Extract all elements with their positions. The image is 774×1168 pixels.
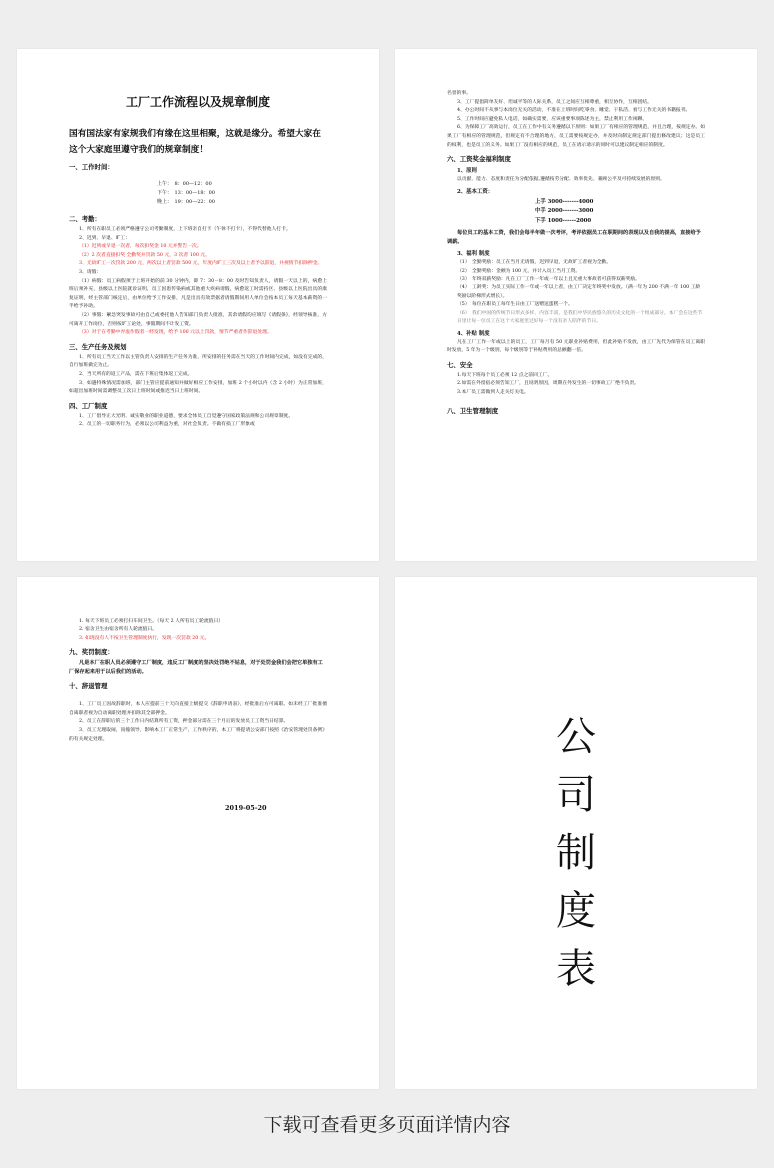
list-item: （1） 全勤奖励：员工在当月无请假，迟到早退，无故旷工者视为全勤。	[457, 260, 612, 266]
list-item: 1.每天下班每个员工必须 12 点之前回工厂。	[457, 372, 553, 378]
section-heading: 七、安全	[447, 360, 473, 369]
list-item: （3） 年终双薪奖励：凡在工厂工作一年或一年以上且无重大事故者可获得双薪奖励。	[457, 277, 640, 283]
paragraph: 6、为保障工厂高效运行，员工在工作中有义务遵循以下原则：如果工厂有相应的管理规范，并且合理，按规定办。如果工厂有相应的管理规范，但规定有不合理的地方，员工需要按规定办，并及时向制定规定部门提出修改建议；这是员工的权利，也是员工的义务。如果工厂没有相应的规范，员工在请示请示的同时可以建议制定相应的制度。	[447, 125, 705, 148]
work-time-item: 晚上： 19：00—22：00	[157, 199, 215, 205]
paragraph: 3、员工无理取闹，顶撞领导，影响本工厂正常生产、工作秩序的，本工厂将提请公安部门按照《治安管理处罚条例》的有关规定处理。	[69, 728, 327, 742]
paragraph: 3、请假：	[79, 269, 102, 275]
cover-page	[395, 577, 757, 1089]
paragraph: （1）病假：员工病假须于上班开始的前 30 分钟内，即 7：30－8：00 及时告知负责人，请假一天以上的，病愈上班后须补充，县级以上医院就诊证明，员工因患传染病或其他重大疾病请假，病愈返工时需持区、县级以上医院出具的康复证明，经主管部门核定后，由单位给予工作安排，凡是出具有效票据者请假期间用人单位会按本员工每天基本薪资的一半给予补助。	[69, 278, 327, 310]
work-time-item: 上午： 8：00—12：00	[157, 181, 212, 187]
cover-title-vertical	[395, 708, 757, 998]
cover-title-char: 度	[556, 888, 596, 934]
list-item: 3.本厂员工需做到人走关灯关电。	[457, 389, 529, 395]
paragraph: 3、如遇特殊情况需加班，部门主管应提前通知并做好相应工作安排，加班 2 个小时以内（含 2 小时）为正常加班，如超出加班时间需调整员工次日上班时间或推迟当日上班时间。	[69, 380, 327, 395]
paragraph: 4、办公时间不从事与本岗位无关的活动，不准在上班时间吃零食、睡觉、干私活、看与工作无关的书籍报刊。	[457, 108, 691, 114]
subsection-heading: 4、补贴 制度	[457, 330, 490, 337]
list-item: （5） 每位在职员工每年生日由工厂送赠送蛋糕一个。	[457, 302, 573, 308]
paragraph: （2）事假：紧急突发事故可由自己或委托他人告知部门负责人批准，其余请假均应填写《请假条》，经领导核准，方可离开工作岗位，否则按旷工论处，事假期间不计发工资。	[69, 312, 327, 327]
wage-item: 中手 2000-------3000	[535, 208, 594, 215]
paragraph: 5、工作时间应避免私人电话，如确实需要，应该重要事项陈述为主，禁止利用工作闲聊。	[457, 116, 648, 122]
document-page-3	[17, 577, 379, 1089]
document-title: 工厂工作流程以及规章制度	[125, 95, 270, 109]
section-heading: 八、卫生管理制度	[447, 406, 499, 415]
paragraph: 2、当天所有的返工产品，需在下班后集体返工完成。	[79, 371, 193, 377]
subsection-heading: 3、福利 制度	[457, 251, 490, 258]
paragraph-highlight: （1）迟到或早退一次者，每次扣奖金 10 元并警告一次。	[79, 244, 202, 250]
document-page-2	[395, 49, 757, 561]
paragraph: 2、员工的一切职务行为，必须以公司利益为重，对社会负责。不做有损工厂形象或	[79, 422, 255, 428]
list-item: （2） 全勤奖励：金额为 100 元，并计入员工当月工资。	[457, 268, 581, 274]
paragraph-highlight: （3）对于在考勤中弄虚作假者一经发现，给予 100 元以上罚款，情节严重者作辞退处理。	[79, 330, 272, 336]
list-item: （6） 我们中国的传统节日形式多样，内容丰富，是我们中华民族悠久的历史文化的一个组成部分。本厂会在这些节日里让每一位员工在这个大家庭里过好每一个没有亲人陪伴的节日。	[457, 310, 703, 325]
paragraph: 3、工厂提倡简单友好、坦诚平等的人际关系，员工之间应互相尊重，相互协作，互相团结。	[457, 99, 652, 105]
section-heading: 二、考勤：	[69, 215, 101, 223]
section-heading: 三、生产任务及规划	[69, 342, 127, 351]
wage-item: 下手 1000------2000	[535, 217, 592, 224]
bold-paragraph: 每位员工的基本工资，我们会每半年做一次考评，考评依据员工在职期间的表现以及自我的提高，直接给予调薪。	[447, 230, 701, 246]
list-item-highlight: 3. 如现没有人不按卫生管理制度执行，发现一次罚款 20 元。	[79, 635, 210, 641]
document-date: 2019-05-20	[225, 804, 267, 813]
lead-paragraph: 国有国法家有家规我们有缘在这里相聚，这就是缘分。希望大家在这个大家庭里遵守我们的规章制度！	[69, 129, 321, 155]
work-time-item: 下午： 13：00—18：00	[157, 190, 215, 196]
cover-title-char: 制	[556, 830, 596, 876]
paragraph: 名誉的事。	[447, 91, 471, 96]
page-2-content	[447, 90, 705, 418]
paragraph: 以贡献、能力、态度和责任为分配依据,遵循按劳分配、效率优先、兼顾公平及可持续发展的原则。	[457, 177, 665, 183]
paragraph: 1、工厂倡导正大光明、诚实敬业的职业道德，要求全体员工自觉遵守国家政策法规和公司规章制度。	[79, 413, 294, 419]
list-item: 2. 宿舍卫生由宿舍所有人轮流值日。	[79, 627, 158, 633]
work-time-list	[157, 180, 327, 207]
wage-item: 上手 3000-------4000	[535, 198, 594, 205]
list-item: 2.如需在外留宿必须告知工厂，且说明原因，周期在外发生的一切事故工厂绝不负责。	[457, 381, 640, 387]
section-heading: 四、工厂制度	[69, 401, 108, 410]
page-3-content	[69, 618, 327, 812]
paragraph: 1、所有在职员工必须严格遵守公司考勤制度，上下班亲自打卡（午休不打卡），不得代替他人打卡。	[79, 227, 291, 232]
subsection-heading: 1、原则	[457, 168, 477, 175]
page-1-content	[69, 93, 327, 430]
subsection-heading: 2、基本工资：	[457, 188, 494, 195]
cover-title-char: 司	[556, 772, 596, 818]
paragraph-highlight: 3、无故旷工一次罚款 200 元，两次以上者罚款 500 元，年度内旷工三次及以上者予以辞退，并视情节扣除押金。	[79, 261, 323, 267]
bold-paragraph: 凡是本厂在职人员必须遵守工厂制度，违反工厂制度的坚决处罚绝不姑息，对于处罚金我们会把它单独有工厂保存起来用于以后我们的活动。	[69, 660, 323, 676]
section-heading: 十、辞退管理	[69, 682, 108, 691]
paragraph: 2、迟到、早退、旷工：	[79, 235, 131, 241]
paragraph-highlight: （2）2 次者直接扣奖 全勤奖并罚款 50 元，3 次者 100 元。	[79, 252, 211, 258]
wage-list	[535, 198, 705, 227]
section-heading: 六、工资奖金福利制度	[447, 155, 511, 164]
download-more-caption[interactable]: 下载可查看更多页面详情内容	[263, 1114, 511, 1136]
document-page-1	[17, 49, 379, 561]
cover-title-char: 表	[556, 946, 596, 992]
paragraph: 凡在工厂工作一年或以上的员工，工厂每月有 50 元职业补贴费用，但此补贴不发放，由工厂先代为保管在员工离职时发放，5 年为一个级别，每个级别等于补贴费用的总额翻一倍。	[447, 339, 705, 354]
list-item: 1. 每天下班员工必须打扫车间卫生。（每天 2 人所有员工轮流值日）	[79, 619, 224, 624]
section-heading: 一、工作时间：	[69, 163, 114, 171]
paragraph: 2、员工在辞职后的三个工作日内结算所有工资，押金部分需在三个月后的发放员工工资当日结算。	[79, 719, 289, 725]
section-heading: 九、奖罚制度：	[69, 648, 114, 657]
cover-title-char: 公	[556, 714, 596, 760]
list-item: （4） 工龄奖：为员工实际工作一年或一年以上者，由工厂决定年终奖中发放。（满一年为 200 不满一年 100 工龄奖励以阶梯形式增长）。	[457, 285, 701, 299]
paragraph: 1、所有员工当天工作以主管负责人安排的生产任务为准，所安排的任务需在当天的工作时间内完成，如没有完成的，自行加班做完为止。	[69, 354, 327, 369]
paragraph: 1、工厂员工因故辞职时，本人应提前三十天向直接上级提交《辞职申请表》，经批准后方可离职。如未经工厂批准擅自离职者视为自动离职处理并扣除其全部押金。	[69, 702, 327, 716]
